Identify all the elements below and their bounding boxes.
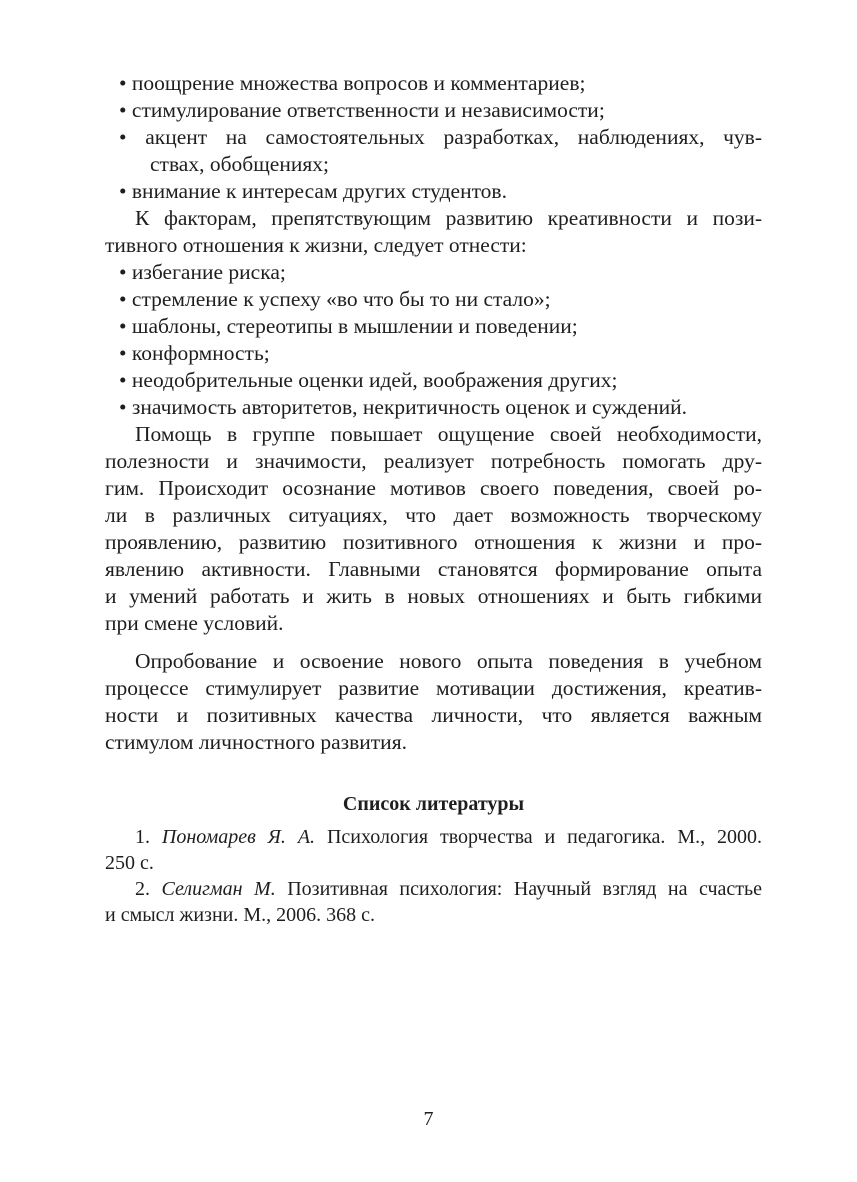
reference-item-continuation: и смысл жизни. М., 2006. 368 с. xyxy=(105,904,376,926)
paragraph-factors-intro xyxy=(105,205,762,259)
references-heading: Список литературы xyxy=(342,793,525,815)
reference-item: 1. Пономарев Я. А. Психология творчества и педагогика. М., 2000. xyxy=(135,826,763,848)
paragraph-line: ли в различных ситуациях, что дает возможность творческому xyxy=(105,503,762,527)
list-item: • акцент на самостоятельных разработках, наблюдениях, чув- xyxy=(119,125,762,149)
list-item: • шаблоны, стереотипы в мышлении и поведении; xyxy=(119,314,578,338)
list-item: • конформность; xyxy=(119,341,270,365)
paragraph-line: при смене условий. xyxy=(105,611,284,635)
paragraph-line: явлению активности. Главными становятся формирование опыта xyxy=(105,557,762,581)
paragraph-line: ности и позитивных качества личности, что является важным xyxy=(105,703,762,727)
paragraph-line: полезности и значимости, реализует потребность помогать дру- xyxy=(105,449,762,473)
list-item: • стремление к успеху «во что бы то ни стало»; xyxy=(119,287,551,311)
paragraph-line: Опробование и освоение нового опыта поведения в учебном xyxy=(135,649,762,673)
list-item: • неодобрительные оценки идей, воображения других; xyxy=(119,368,618,392)
page-number: 7 xyxy=(423,1108,434,1130)
paragraph-line: стимулом личностного развития. xyxy=(105,730,407,754)
reference-author: Селигман М. xyxy=(161,878,276,900)
list-item: • избегание риска; xyxy=(119,260,286,284)
references-list xyxy=(105,824,762,928)
paragraph-line: К факторам, препятствующим развитию креативности и пози- xyxy=(135,206,762,230)
document-page xyxy=(105,70,762,928)
list-item: • значимость авторитетов, некритичность оценок и суждений. xyxy=(119,395,687,419)
paragraph-line: тивного отношения к жизни, следует отнести: xyxy=(105,233,527,257)
paragraph-line: проявлению, развитию позитивного отношения к жизни и про- xyxy=(105,530,762,554)
paragraph-line: и умений работать и жить в новых отношениях и быть гибкими xyxy=(105,584,762,608)
paragraph-line: гим. Происходит осознание мотивов своего поведения, своей ро- xyxy=(105,476,762,500)
paragraph-testing xyxy=(105,648,762,756)
reference-item: 2. Селигман М. Позитивная психология: Научный взгляд на счастье xyxy=(135,878,762,900)
reference-author: Пономарев Я. А. xyxy=(161,826,316,848)
paragraph-help xyxy=(105,421,762,637)
list-item: • внимание к интересам других студентов. xyxy=(119,179,507,203)
paragraph-line: Помощь в группе повышает ощущение своей необходимости, xyxy=(135,422,762,446)
bullet-list-factors xyxy=(105,259,762,421)
reference-item-continuation: 250 с. xyxy=(105,852,154,874)
paragraph-line: процессе стимулирует развитие мотивации достижения, креатив- xyxy=(105,676,762,700)
list-item: • поощрение множества вопросов и комментариев; xyxy=(119,71,586,95)
list-item-continuation: ствах, обобщениях; xyxy=(150,152,329,176)
list-item: • стимулирование ответственности и независимости; xyxy=(119,98,605,122)
bullet-list-top xyxy=(105,70,762,205)
